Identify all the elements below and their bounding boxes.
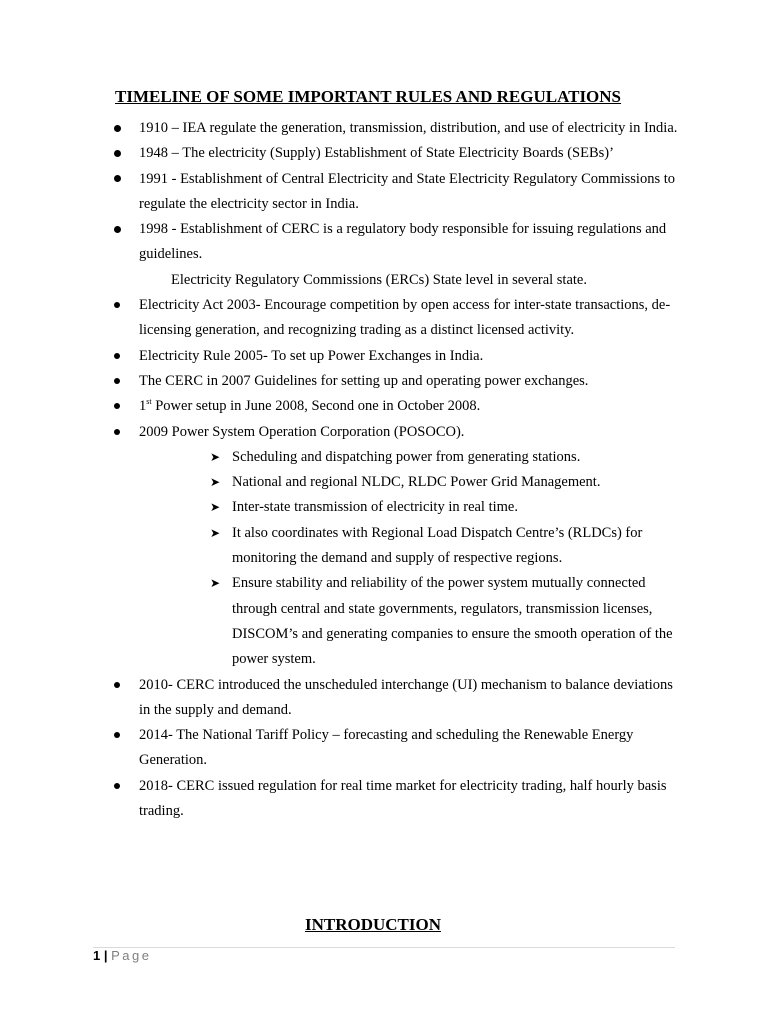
- sub-item-text: Scheduling and dispatching power from generating stations.: [232, 448, 581, 465]
- sub-list-item: [0, 470, 768, 495]
- item-text: 1910 – IEA regulate the generation, transmission, distribution, and use of electricity in India.: [139, 120, 678, 136]
- bullet-icon: [114, 226, 121, 233]
- page-footer: [93, 948, 152, 963]
- list-item: [0, 293, 768, 344]
- page-label: Page: [111, 948, 152, 963]
- bullet-icon: [114, 302, 120, 308]
- sub-list-item: [0, 495, 768, 520]
- sub-list-item: [0, 521, 768, 572]
- bullet-icon: [114, 732, 120, 738]
- item-text: 1998 - Establishment of CERC is a regulatory body responsible for issuing regulations and guidelines.: [139, 221, 667, 263]
- sub-item-text: Ensure stability and reliability of the power system mutually connected through central and state governments, regulators, transmission licenses, DISCOM’s and generating companies to ensure the smooth operation of the power system.: [232, 575, 673, 668]
- list-item: [0, 141, 768, 166]
- timeline-list: [0, 116, 768, 824]
- sub-item-text: It also coordinates with Regional Load Dispatch Centre’s (RLDCs) for monitoring the demand and supply of respective regions.: [232, 524, 643, 567]
- sub-list-item: [0, 445, 768, 470]
- list-item: [0, 116, 768, 141]
- item-text: Electricity Act 2003- Encourage competition by open access for inter-state transactions, de-licensing generation, and recognizing trading as a distinct licensed activity.: [139, 297, 671, 339]
- list-item: [0, 673, 768, 724]
- bullet-icon: [114, 403, 120, 409]
- power-setup-ordinal: st: [146, 397, 152, 407]
- bullet-icon: [114, 353, 120, 359]
- bullet-icon: [114, 783, 120, 789]
- item-text: The CERC in 2007 Guidelines for setting up and operating power exchanges.: [139, 372, 589, 389]
- bullet-icon: [114, 378, 120, 384]
- sub-item-text: National and regional NLDC, RLDC Power Grid Management.: [232, 474, 601, 491]
- footer-separator: |: [103, 948, 108, 963]
- list-item: [0, 394, 768, 419]
- item-text: Electricity Rule 2005- To set up Power Exchanges in India.: [139, 347, 484, 364]
- bullet-icon: [114, 682, 120, 688]
- bullet-icon: [114, 175, 121, 182]
- item-text: 1948 – The electricity (Supply) Establishment of State Electricity Boards (SEBs)’: [139, 145, 614, 162]
- sub-item-text: Inter-state transmission of electricity in real time.: [232, 499, 518, 516]
- bullet-icon: [114, 125, 121, 132]
- introduction-heading: INTRODUCTION: [304, 915, 442, 934]
- list-item: [0, 723, 768, 774]
- item-text: 2014- The National Tariff Policy – forecasting and scheduling the Renewable Energy Generation.: [139, 727, 634, 769]
- arrow-bullet-icon: ➤: [210, 449, 221, 464]
- ercs-note: Electricity Regulatory Commissions (ERCs) State level in several state.: [171, 271, 587, 288]
- list-item: [0, 774, 768, 825]
- power-setup-number: 1: [139, 398, 147, 415]
- sub-list-item: [0, 571, 768, 672]
- list-item: [0, 167, 768, 218]
- list-item: [0, 420, 768, 445]
- footer-divider: [93, 947, 675, 948]
- item-text: 2018- CERC issued regulation for real time market for electricity trading, half hourly basis trading.: [139, 777, 667, 820]
- item-text: 2009 Power System Operation Corporation (POSOCO).: [139, 423, 465, 440]
- page-number: 1: [93, 948, 101, 963]
- page-title: TIMELINE OF SOME IMPORTANT RULES AND REGULATIONS: [115, 87, 622, 106]
- arrow-bullet-icon: ➤: [210, 500, 221, 515]
- list-item: [0, 344, 768, 369]
- item-text: 1991 - Establishment of Central Electricity and State Electricity Regulatory Commissions to regulate the electricity sector in India.: [139, 170, 675, 212]
- arrow-bullet-icon: ➤: [210, 475, 221, 490]
- arrow-bullet-icon: ➤: [210, 576, 221, 591]
- item-text: 2010- CERC introduced the unscheduled interchange (UI) mechanism to balance deviations in the supply and demand.: [139, 676, 673, 718]
- posoco-sublist: [0, 445, 768, 673]
- list-item: [0, 217, 768, 268]
- list-item: [0, 369, 768, 394]
- bullet-icon: [114, 150, 121, 157]
- arrow-bullet-icon: ➤: [210, 525, 221, 540]
- bullet-icon: [114, 429, 120, 435]
- power-setup-text: Power setup in June 2008, Second one in October 2008.: [151, 398, 481, 415]
